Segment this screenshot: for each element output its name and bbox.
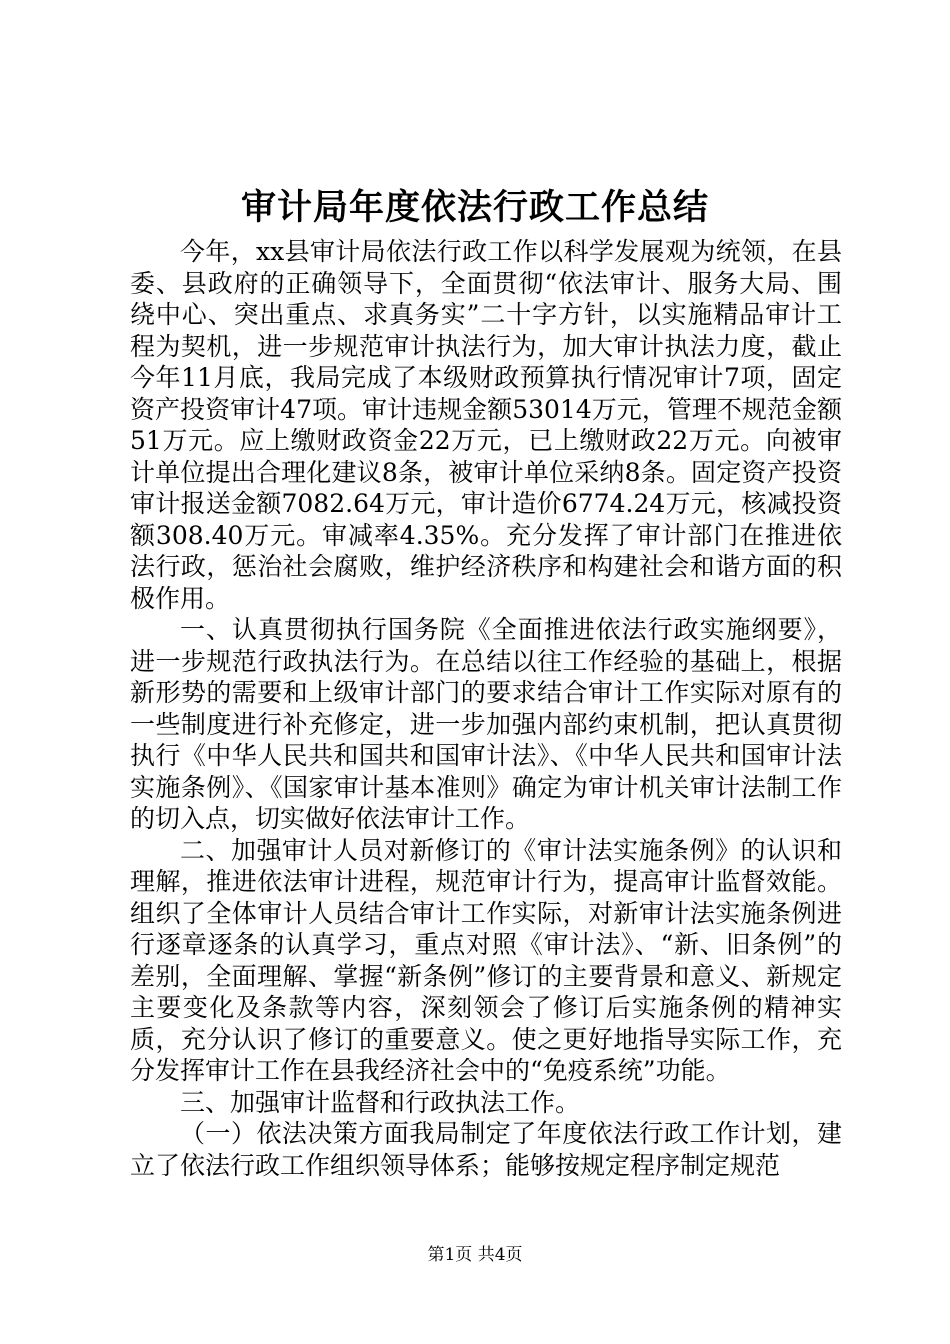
document-body	[130, 236, 842, 1181]
page-footer: 第1页 共4页	[427, 1245, 523, 1265]
paragraph-section-one: 一、认真贯彻执行国务院《全面推进依法行政实施纲要》，进一步规范行政执法行为。在总结以往工作经验的基础上，根据新形势的需要和上级审计部门的要求结合审计工作实际对原有的一些制度进行补充修定，进一步加强内部约束机制，把认真贯彻执行《中华人民共和国共和国审计法》、《中华人民共和国审计法实施条例》、《国家审计基本准则》确定为审计机关审计法制工作的切入点，切实做好依法审计工作。	[130, 615, 842, 833]
paragraph-subsection-one: （一）依法决策方面我局制定了年度依法行政工作计划，建立了依法行政工作组织领导体系；能够按规定程序制定规范	[130, 1119, 842, 1180]
paragraph-intro: 今年，xx县审计局依法行政工作以科学发展观为统领，在县委、县政府的正确领导下，全面贯彻“依法审计、服务大局、围绕中心、突出重点、求真务实”二十字方针，以实施精品审计工程为契机，进一步规范审计执法行为，加大审计执法力度，截止今年11月底，我局完成了本级财政预算执行情况审计7项，固定资产投资审计47项。审计违规金额53014万元，管理不规范金额51万元。应上缴财政资金22万元，已上缴财政22万元。向被审计单位提出合理化建议8条，被审计单位采纳8条。固定资产投资审计报送金额7082.64万元，审计造价6774.24万元，核减投资额308.40万元。审减率4.35%。充分发挥了审计部门在推进依法行政，惩治社会腐败，维护经济秩序和构建社会和谐方面的积极作用。	[130, 237, 842, 613]
paragraph-section-three-heading: 三、加强审计监督和行政执法工作。	[180, 1087, 581, 1117]
paragraph-section-two: 二、加强审计人员对新修订的《审计法实施条例》的认识和理解，推进依法审计进程，规范审计行为，提高审计监督效能。组织了全体审计人员结合审计工作实际，对新审计法实施条例进行逐章逐条的认真学习，重点对照《审计法》、“新、旧条例”的差别，全面理解、掌握“新条例”修订的主要背景和意义、新规定主要变化及条款等内容，深刻领会了修订后实施条例的精神实质，充分认识了修订的重要意义。使之更好地指导实际工作，充分发挥审计工作在县我经济社会中的“免疫系统”功能。	[130, 835, 842, 1085]
document-title: 审计局年度依法行政工作总结	[240, 187, 709, 228]
